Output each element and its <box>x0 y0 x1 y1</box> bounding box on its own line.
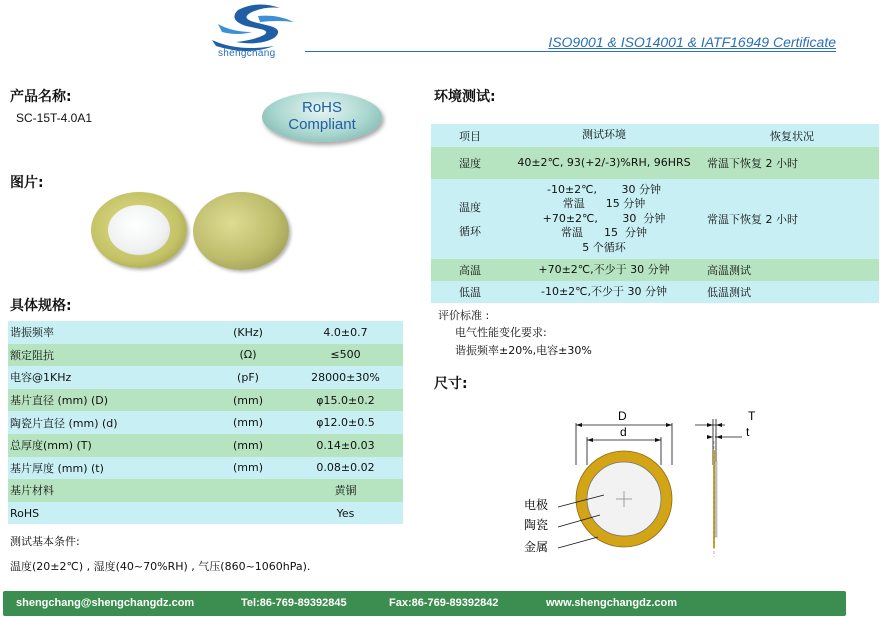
table-row <box>431 147 879 179</box>
env-condition: -10±2℃,不少于 30 分钟 <box>509 281 699 303</box>
footer-tel: Tel:86-769-89392845 <box>241 597 347 609</box>
spec-param: 总厚度(mm) (T) <box>8 434 208 457</box>
test-conditions-label: 测试基本条件: <box>10 535 80 548</box>
env-condition: +70±2℃,不少于 30 分钟 <box>509 259 699 281</box>
rohs-label: RoHS <box>301 99 342 116</box>
spec-unit: (pF) <box>208 366 288 389</box>
table-row <box>8 321 403 344</box>
spec-heading: 具体规格: <box>10 298 72 314</box>
table-row <box>431 281 879 303</box>
certificate-link[interactable]: ISO9001 & ISO14001 & IATF16949 Certificate <box>548 34 836 50</box>
env-condition <box>509 179 699 259</box>
spec-value: φ15.0±0.2 <box>288 389 403 412</box>
spec-param: RoHS <box>8 502 208 525</box>
spec-unit: (mm) <box>208 411 288 434</box>
label-ceramic: 陶瓷 <box>524 518 549 532</box>
criteria-label: 评价标准 : <box>438 309 490 322</box>
table-row <box>8 502 403 525</box>
table-row <box>8 411 403 434</box>
table-row <box>431 179 879 259</box>
table-row <box>8 389 403 412</box>
label-t: t <box>746 425 750 439</box>
env-item: 高温 <box>431 259 509 281</box>
buzzer-photo-back <box>193 192 289 270</box>
spec-value: Yes <box>288 502 403 525</box>
table-row <box>8 479 403 502</box>
env-item <box>431 179 509 259</box>
product-name-heading: 产品名称: <box>10 89 72 105</box>
test-conditions-text: 温度(20±2℃) , 湿度(40~70%RH) , 气压(860~1060hPa). <box>10 560 311 573</box>
spec-value: 4.0±0.7 <box>288 321 403 344</box>
table-row <box>8 344 403 367</box>
spec-param: 额定阻抗 <box>8 344 208 367</box>
spec-unit: (mm) <box>208 457 288 480</box>
spec-param: 电容@1KHz <box>8 366 208 389</box>
env-header-recovery: 恢复状况 <box>699 124 879 147</box>
env-table <box>431 124 879 303</box>
footer-fax: Fax:86-769-89392842 <box>389 597 499 609</box>
spec-value: 28000±30% <box>288 366 403 389</box>
env-item: 低温 <box>431 281 509 303</box>
env-item-line: 循环 <box>459 225 481 238</box>
spec-unit: (Ω) <box>208 344 288 367</box>
table-row <box>8 457 403 480</box>
spec-unit: (mm) <box>208 389 288 412</box>
env-recovery: 常温下恢复 2 小时 <box>699 147 879 179</box>
spec-value: φ12.0±0.5 <box>288 411 403 434</box>
picture-heading: 图片: <box>10 175 44 191</box>
footer-website[interactable]: www.shengchangdz.com <box>546 597 677 609</box>
criteria-line-1: 电气性能变化要求: <box>455 326 547 339</box>
spec-param: 陶瓷片直径 (mm) (d) <box>8 411 208 434</box>
spec-value: 黄铜 <box>288 479 403 502</box>
rohs-compliant-badge <box>262 92 382 142</box>
env-condition-line: -10±2℃, 30 分钟 <box>546 182 661 196</box>
env-recovery: 低温测试 <box>699 281 879 303</box>
env-condition-line: 常温 15 分钟 <box>562 197 646 211</box>
spec-unit: (KHz) <box>208 321 288 344</box>
footer-bar <box>3 591 846 616</box>
dimension-diagram <box>520 405 780 565</box>
spec-param: 基片材料 <box>8 479 208 502</box>
spec-unit <box>208 502 288 525</box>
label-metal: 金属 <box>524 540 549 554</box>
env-item-line: 温度 <box>459 201 481 214</box>
brand-name: shengchang <box>218 48 276 59</box>
buzzer-photo-front <box>91 192 187 268</box>
env-header-item: 项目 <box>431 124 509 147</box>
product-model: SC-15T-4.0A1 <box>16 111 93 125</box>
label-d: d <box>620 425 627 439</box>
table-header-row <box>431 124 879 147</box>
env-condition: 40±2℃, 93(+2/-3)%RH, 96HRS <box>509 147 699 179</box>
env-condition-line: 5 个循环 <box>582 240 626 254</box>
env-heading: 环境测试: <box>434 89 496 105</box>
table-row <box>8 366 403 389</box>
label-T: T <box>748 409 756 423</box>
side-ceramic <box>715 461 717 537</box>
spec-param: 谐振频率 <box>8 321 208 344</box>
spec-value: 0.14±0.03 <box>288 434 403 457</box>
table-row <box>431 259 879 281</box>
criteria-line-2: 谐振频率±20%,电容±30% <box>455 344 592 357</box>
spec-value: 0.08±0.02 <box>288 457 403 480</box>
compliant-label: Compliant <box>288 116 356 133</box>
env-header-condition: 测试环境 <box>509 124 699 147</box>
env-condition-line: +70±2℃, 30 分钟 <box>542 211 666 225</box>
spec-param: 基片直径 (mm) (D) <box>8 389 208 412</box>
spec-unit: (mm) <box>208 434 288 457</box>
spec-value: ≤500 <box>288 344 403 367</box>
env-recovery: 常温下恢复 2 小时 <box>699 179 879 259</box>
table-row <box>8 434 403 457</box>
dimensions-heading: 尺寸: <box>434 376 468 392</box>
env-item: 湿度 <box>431 147 509 179</box>
header-rule <box>305 51 836 52</box>
footer-email[interactable]: shengchang@shengchangdz.com <box>16 597 195 609</box>
spec-table <box>8 321 403 524</box>
spec-unit <box>208 479 288 502</box>
label-D: D <box>618 409 627 423</box>
env-recovery: 高温测试 <box>699 259 879 281</box>
env-condition-line: 常温 15 分钟 <box>561 226 647 240</box>
spec-param: 基片厚度 (mm) (t) <box>8 457 208 480</box>
label-electrode: 电极 <box>524 498 549 512</box>
